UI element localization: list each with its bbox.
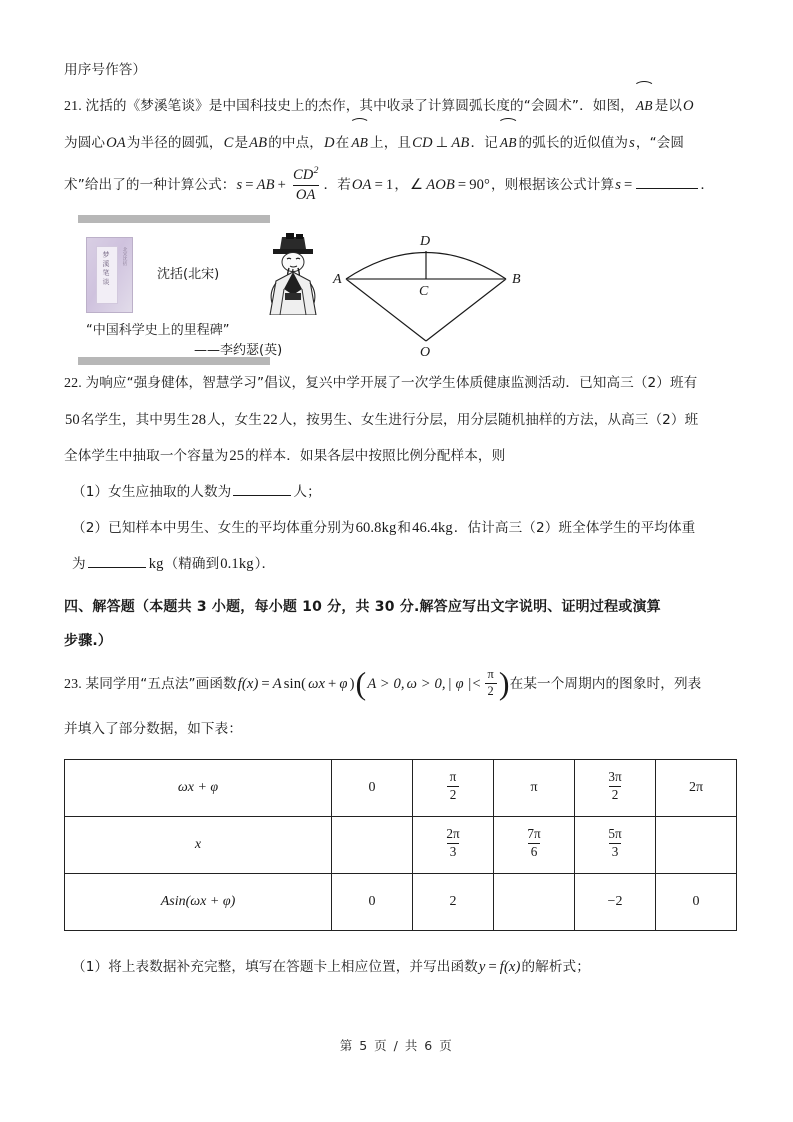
q23-plus: + (328, 676, 337, 692)
q22-male-count: 28 (191, 412, 207, 428)
q21-l2-g: ．记 (470, 135, 498, 151)
table-cell-r1c1: $\frac{2\pi}{3}$ (413, 817, 494, 874)
q23-sub1-eq: = (488, 959, 497, 975)
q22-sub1-a: （1）女生应抽取的人数为 (72, 484, 232, 500)
q23-l1-a: 某同学用“五点法”画函数 (85, 676, 237, 692)
q21-l2-i: ，“会圆 (635, 135, 685, 151)
question-23-line-1 (64, 658, 730, 711)
comma-1: ， (394, 177, 409, 193)
var-CD: CD (412, 135, 433, 151)
q23-sub1-y: y (478, 959, 486, 975)
q23-cond-phi-abs: | φ |< (447, 676, 482, 692)
sector-label-D: D (420, 234, 431, 249)
question-22-number: 22. (64, 376, 82, 391)
q22-sample-size: 25 (229, 448, 245, 464)
q23-sub1-a: （1）将上表数据补充完整，填写在答题卡上相应位置，并写出函数 (72, 959, 478, 975)
q21-l2-a: 为圆心 (64, 135, 106, 151)
question-23-sub-1 (64, 949, 730, 985)
var-D: D (323, 135, 335, 151)
table-cell-r1c4[interactable] (656, 817, 737, 874)
period-1: ． (700, 177, 715, 193)
q22-unit: kg (148, 556, 164, 572)
q22-l2-d: 人，女生 (207, 412, 262, 428)
question-21-line-1 (64, 88, 730, 125)
book-sidemark: 北宋沈括 (122, 247, 127, 266)
q22-and: 和 (397, 520, 412, 536)
cond-OA: OA (351, 177, 372, 193)
table-cell-r2c0: 0 (332, 874, 413, 931)
q22-sub2-a: （2）已知样本中男生、女生的平均体重分别为 (72, 520, 355, 536)
q21-l2-b: 为半径的圆弧， (126, 135, 223, 151)
table-cell-r2c2[interactable] (494, 874, 575, 931)
question-22-sub-1 (64, 474, 730, 510)
q22-sub2-c: 为 (72, 556, 86, 572)
formula-s: s (236, 177, 243, 193)
arc-ab-symbol-1: AB (635, 88, 654, 124)
q23-eq: = (261, 676, 270, 692)
sector-label-O: O (420, 345, 431, 357)
var-AB: AB (249, 135, 268, 151)
question-21-text-b: 是以 (654, 98, 682, 114)
angle-value: 90° (469, 177, 490, 193)
q23-cond-A: A > 0, (367, 676, 405, 692)
shen-kuo-portrait-icon (260, 231, 326, 315)
eq-2: = (374, 177, 383, 193)
table-cell-r0c1: $\frac{\pi}{2}$ (413, 760, 494, 817)
table-cell-r1c3: $\frac{5\pi}{3}$ (575, 817, 656, 874)
question-22-line-2 (64, 402, 730, 438)
table-row (65, 817, 737, 874)
q22-male-weight: 60.8kg (355, 520, 397, 536)
question-21-line-3 (64, 161, 730, 209)
section-4-heading-text-2: 步骤.） (64, 633, 113, 649)
q23-l2: 并填入了部分数据，如下表： (64, 721, 243, 737)
table-cell-r0c4: 2π (656, 760, 737, 817)
page-content (64, 52, 730, 985)
q23-big-open-paren: ( (355, 664, 367, 701)
q22-precision: 0.1kg (220, 556, 254, 572)
q23-sub1-tail: 的解析式； (521, 959, 590, 975)
q22-female-count: 22 (262, 412, 278, 428)
q23-omega-x: ωx (308, 676, 326, 692)
question-22-sub-2 (64, 510, 730, 546)
q22-l2-b: 名学生，其中男生 (80, 412, 191, 428)
eq-4: = (623, 177, 633, 193)
answer-blank-q22-1[interactable] (233, 481, 291, 496)
section-4-heading-line-1 (64, 590, 730, 624)
question-22-sub-2-cont (64, 546, 730, 582)
table-cell-r2c4: 0 (656, 874, 737, 931)
q23-cond-omega: ω > 0, (406, 676, 446, 692)
book-cover-image (86, 237, 133, 313)
var-AB-2: AB (451, 135, 470, 151)
question-23-line-2 (64, 711, 730, 747)
q21-l2-e: 在 (335, 135, 350, 151)
var-O: O (682, 98, 694, 114)
q21-l3-a: 术”给出了的一种计算公式： (64, 177, 236, 193)
section-4-heading-line-2 (64, 624, 730, 658)
book-title-glyphs: 梦溪笔谈 (102, 251, 110, 286)
q22-sub1-b: 人； (293, 484, 321, 500)
question-23-number: 23. (64, 677, 82, 692)
q23-sub1-fx: f(x) (499, 959, 521, 975)
q23-sin: sin( (283, 676, 307, 692)
question-22-line-1 (64, 365, 730, 402)
var-s: s (629, 135, 635, 151)
question-21-line-2 (64, 125, 730, 161)
section-4-heading-text-1: 四、解答题（本题共 3 小题，每小题 10 分，共 30 分.解答应写出文字说明、证明过程或演算 (64, 599, 661, 615)
sector-label-B: B (512, 272, 521, 287)
figure-top-bar (78, 215, 270, 223)
arc-ab-symbol-2: AB (350, 125, 369, 161)
table-cell-r1c0[interactable] (332, 817, 413, 874)
result-s: s (615, 177, 621, 193)
figure-block-q21 (64, 215, 730, 365)
question-21-number: 21. (64, 99, 82, 114)
angle-symbol: ∠ (410, 177, 424, 193)
figure-bottom-bar (78, 357, 270, 365)
answer-blank-q21[interactable] (636, 174, 698, 189)
q23-big-close-paren: ) (498, 664, 510, 701)
q22-l3-c: 的样本．如果各层中按照比例分配样本，则 (245, 448, 506, 464)
eq-1: = (245, 177, 254, 193)
table-cell-r1c2: $\frac{7\pi}{6}$ (494, 817, 575, 874)
arc-ab-symbol-3: AB (499, 125, 518, 161)
page-footer: 第 5 页 / 共 6 页 (339, 1038, 454, 1053)
table-cell-r0c2: π (494, 760, 575, 817)
table-cell-r2c3: −2 (575, 874, 656, 931)
var-OA: OA (106, 135, 126, 151)
eq-3: = (457, 177, 467, 193)
q23-phi: φ (339, 676, 348, 692)
q21-l2-h: 的弧长的近似值为 (518, 135, 629, 151)
q22-l2-f: 人，按男生、女生进行分层，用分层随机抽样的方法，从高三（2）班 (278, 412, 699, 428)
figure-attribution: ——李约瑟(英) (194, 343, 283, 358)
answer-blank-q22-2[interactable] (88, 553, 146, 568)
var-C: C (223, 135, 234, 151)
q22-sub2-b: ．估计高三（2）班全体学生的平均体重 (453, 520, 696, 536)
q22-l1: 为响应“强身健体，智慧学习”倡议，复兴中学开展了一次学生体质健康监测活动．已知高三（2）班有 (85, 375, 698, 391)
table-cell-r0c3: $\frac{3\pi}{2}$ (575, 760, 656, 817)
angle-AOB: AOB (426, 177, 455, 193)
q23-close-paren: ) (349, 676, 355, 692)
q23-l1-b: 在某一个周期内的图象时，列表 (509, 676, 702, 692)
table-row-header-2: Asin(ωx + φ) (65, 874, 332, 931)
sector-label-C: C (419, 284, 429, 299)
table-cell-r2c1: 2 (413, 874, 494, 931)
table-row (65, 760, 737, 817)
q23-pi-over-2-fraction: $\frac{\pi}{2}$ (485, 668, 497, 699)
q21-l2-f: 上，且 (370, 135, 412, 151)
five-point-method-table (64, 759, 737, 931)
q21-l3-b: ．若 (323, 177, 351, 193)
cd-squared-over-oa-fraction: $\frac{CD^2}{OA}$ (292, 165, 319, 203)
q22-sub2-d: （精确到 (164, 556, 220, 572)
formula-AB: AB (256, 177, 275, 193)
top-fragment-text: 用序号作答） (64, 62, 147, 78)
perp-symbol: ⊥ (435, 135, 449, 151)
q21-l2-d: 的中点， (268, 135, 323, 151)
top-fragment-line (64, 52, 730, 88)
table-row (65, 874, 737, 931)
q22-students-total: 50 (65, 412, 80, 428)
sector-label-A: A (333, 272, 342, 287)
table-row-header-1: x (65, 817, 332, 874)
q22-l3-a: 全体学生中抽取一个容量为 (64, 448, 229, 464)
table-cell-r0c0: 0 (332, 760, 413, 817)
q22-female-weight: 46.4kg (412, 520, 453, 536)
question-21-text-a: 沈括的《梦溪笔谈》是中国科技史上的杰作，其中收录了计算圆弧长度的“会圆术”．如图， (85, 98, 634, 114)
table-body (65, 760, 737, 931)
sector-diagram (319, 221, 534, 357)
plus-1: + (277, 177, 286, 193)
q21-l2-c: 是 (234, 135, 249, 151)
q22-sub2-e: ）． (254, 556, 276, 572)
question-22-line-3 (64, 438, 730, 474)
cond-OA-value: 1 (385, 177, 394, 193)
table-row-header-0: ωx + φ (65, 760, 332, 817)
figure-quote: “中国科学史上的里程碑” (86, 323, 230, 338)
shen-kuo-label: 沈括(北宋) (157, 267, 220, 282)
q21-l3-c: ，则根据该公式计算 (490, 177, 615, 193)
q23-f-of-x: f(x) (237, 676, 259, 692)
q23-A: A (272, 676, 282, 692)
